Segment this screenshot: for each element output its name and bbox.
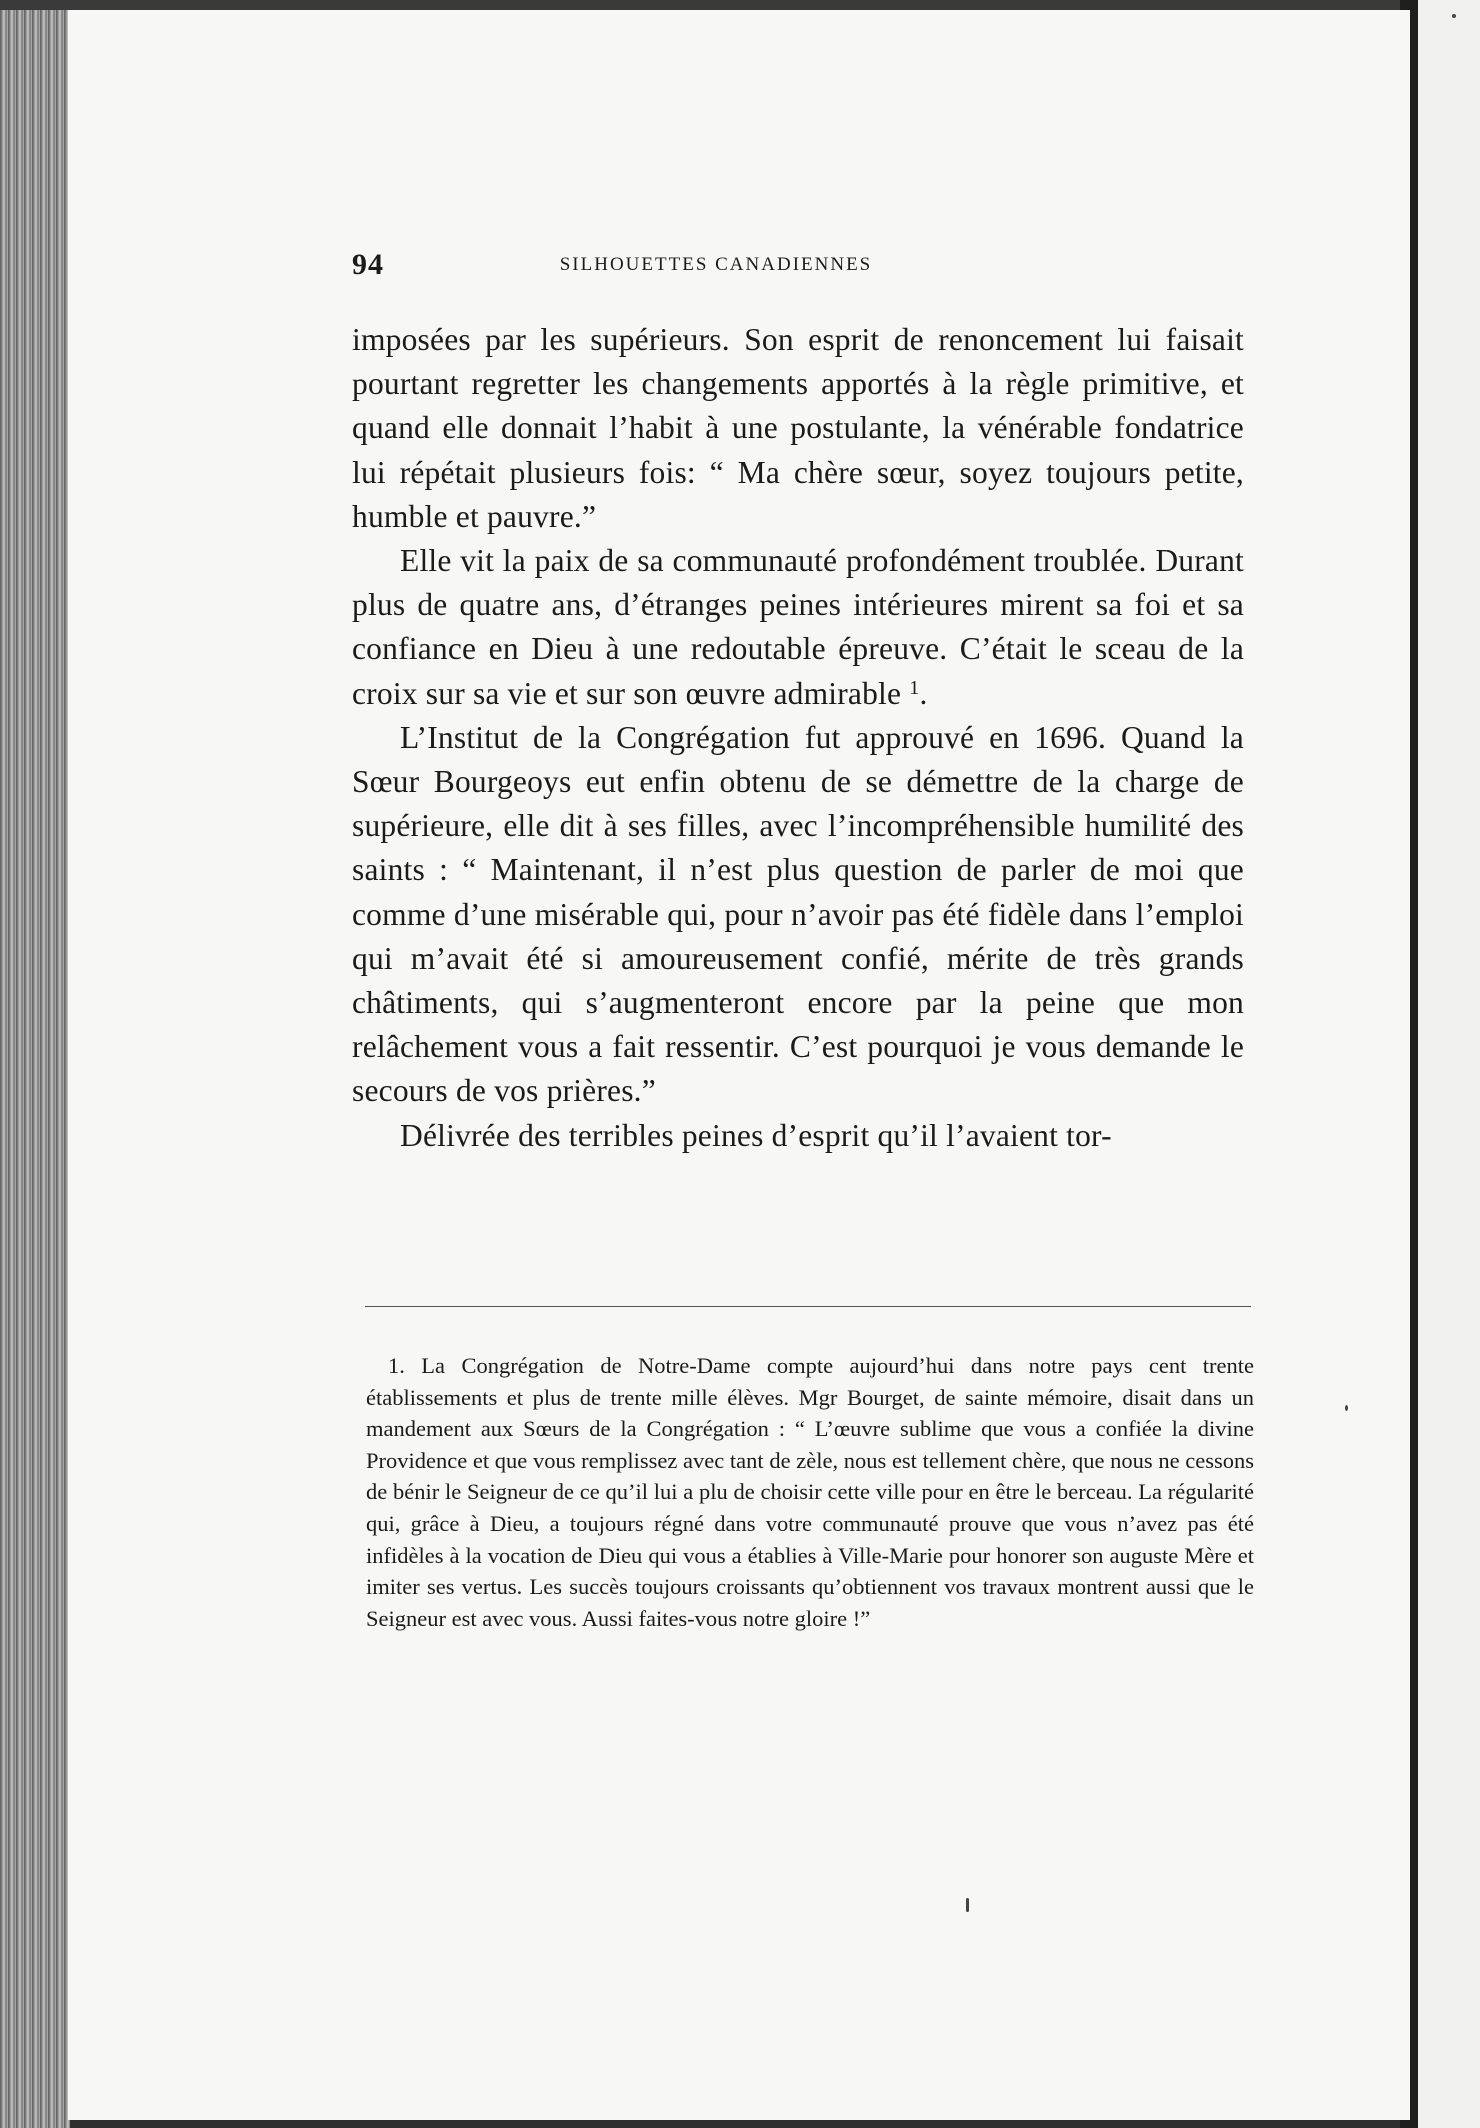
running-title: SILHOUETTES CANADIENNES (559, 254, 873, 275)
footnote-rule (365, 1306, 1251, 1307)
facing-page-edge (1418, 0, 1480, 2128)
body-text (352, 318, 1244, 1158)
book-page-edges (0, 0, 70, 2128)
paragraph-2-text: Elle vit la paix de sa communauté profondément troublée. Durant plus de quatre ans, d’étranges peines intérieures mirent sa foi et sa confiance en Dieu à une redoutable épreuve. C’était le sceau de la croix sur sa vie et sur son œuvre admirable (352, 543, 1244, 711)
footnote (366, 1350, 1254, 1634)
paragraph-2-end: . (919, 675, 928, 711)
running-head (280, 248, 992, 288)
paragraph-2 (352, 539, 1244, 716)
footnote-text: 1. La Congrégation de Notre-Dame compte aujourd’hui dans notre pays cent trente établissements et plus de trente mille élèves. Mgr Bourget, de sainte mémoire, disait dans un mandement aux Sœurs de la Congrégation : “ L’œuvre sublime que vous a confiée la divine Providence et que vous remplissez avec tant de zèle, nous est tellement chère, que nous ne cessons de bénir le Seigneur de ce qu’il lui a plu de choisir cette ville pour en être le berceau. La régularité qui, grâce à Dieu, a toujours régné dans votre communauté prouve que vous n’avez pas été infidèles à la vocation de Dieu qui vous a établies à Ville-Marie pour honorer son auguste Mère et imiter ses vertus. Les succès toujours croissants qu’obtiennent vos travaux montrent aussi que le Seigneur est avec vous. Aussi faites-vous notre gloire !” (366, 1353, 1254, 1631)
scan-top-border (0, 0, 1415, 10)
scan-speck (1452, 14, 1456, 18)
page-number: 94 (352, 248, 384, 281)
paragraph-3: L’Institut de la Congrégation fut approuvé en 1696. Quand la Sœur Bourgeoys eut enfin obtenu de se démettre de la charge de supérieure, elle dit à ses filles, avec l’incompréhensible humilité des saints : “ Maintenant, il n’est plus question de parler de moi que comme d’une misérable qui, pour n’avoir pas été fidèle dans l’emploi qui m’avait été si amoureusement confié, mérite de très grands châtiments, qui s’augmenteront encore par la peine que mon relâchement vous a fait ressentir. C’est pourquoi je vous demande le secours de vos prières.” (352, 719, 1244, 1109)
footnote-reference: 1 (909, 676, 920, 699)
scan-speck (1345, 1405, 1348, 1411)
scan-speck (966, 1898, 969, 1912)
paragraph-1: imposées par les supérieurs. Son esprit de renoncement lui faisait pourtant regretter les changements apportés à la règle primitive, et quand elle donnait l’habit à une postulante, la vénérable fondatrice lui répétait plusieurs fois: “ Ma chère sœur, soyez toujours petite, humble et pauvre.” (352, 322, 1244, 534)
paragraph-4: Délivrée des terribles peines d’esprit qu’il l’avaient tor- (400, 1117, 1112, 1153)
